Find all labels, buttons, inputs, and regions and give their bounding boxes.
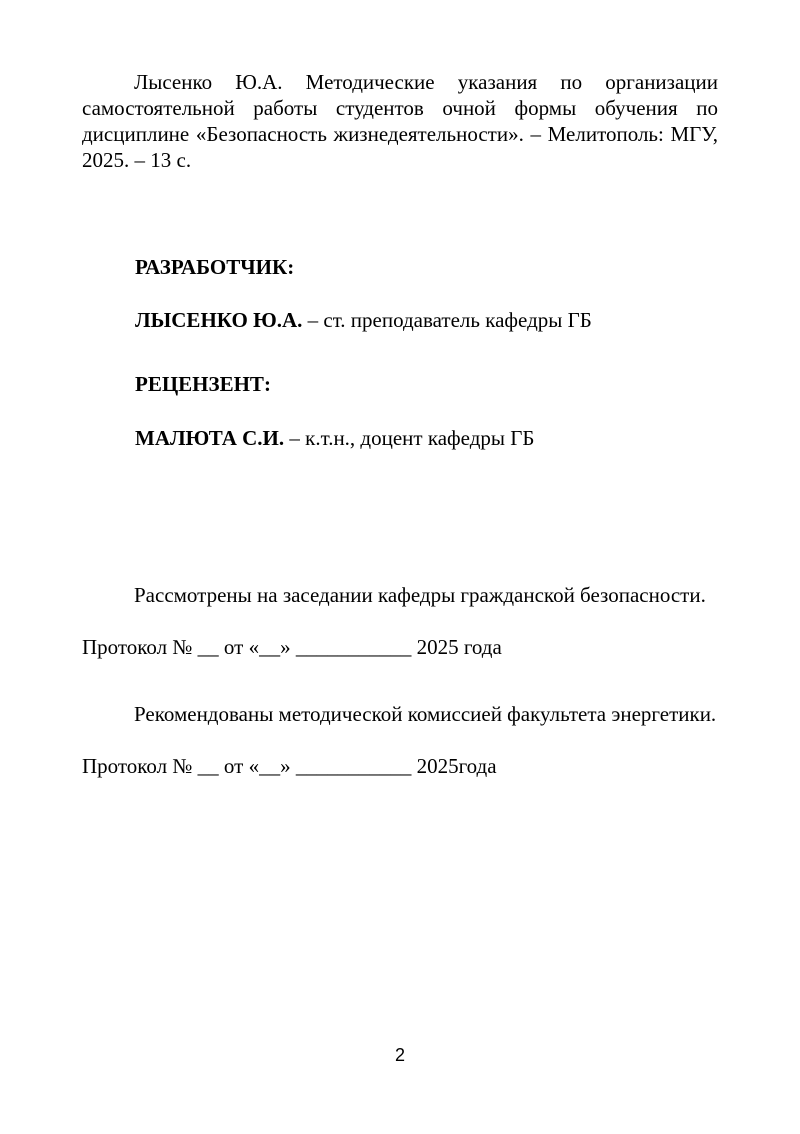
commission-approval-protocol: Протокол № __ от «__» ___________ 2025года [82, 754, 497, 778]
department-approval-text: Рассмотрены на заседании кафедры гражданской безопасности. [134, 583, 706, 607]
reviewer-position: – к.т.н., доцент кафедры ГБ [284, 426, 535, 450]
commission-approval-text: Рекомендованы методической комиссией факультета энергетики. [134, 702, 717, 726]
citation-paragraph: Лысенко Ю.А. Методические указания по организации самостоятельной работы студентов очной формы обучения по дисциплине «Безопасность жизнедеятельности». – Мелитополь: МГУ, 2025. – 13 с. [82, 70, 718, 172]
developer-heading: РАЗРАБОТЧИК: [135, 255, 295, 279]
reviewer-line [135, 425, 718, 451]
developer-name: ЛЫСЕНКО Ю.А. [135, 308, 303, 332]
reviewer-name: МАЛЮТА С.И. [135, 426, 285, 450]
developer-line [135, 307, 718, 333]
reviewer-heading: РЕЦЕНЗЕНТ: [135, 372, 271, 396]
page-number: 2 [394, 1045, 405, 1065]
department-approval-protocol: Протокол № __ от «__» ___________ 2025 года [82, 635, 502, 659]
developer-position: – ст. преподаватель кафедры ГБ [302, 308, 592, 332]
